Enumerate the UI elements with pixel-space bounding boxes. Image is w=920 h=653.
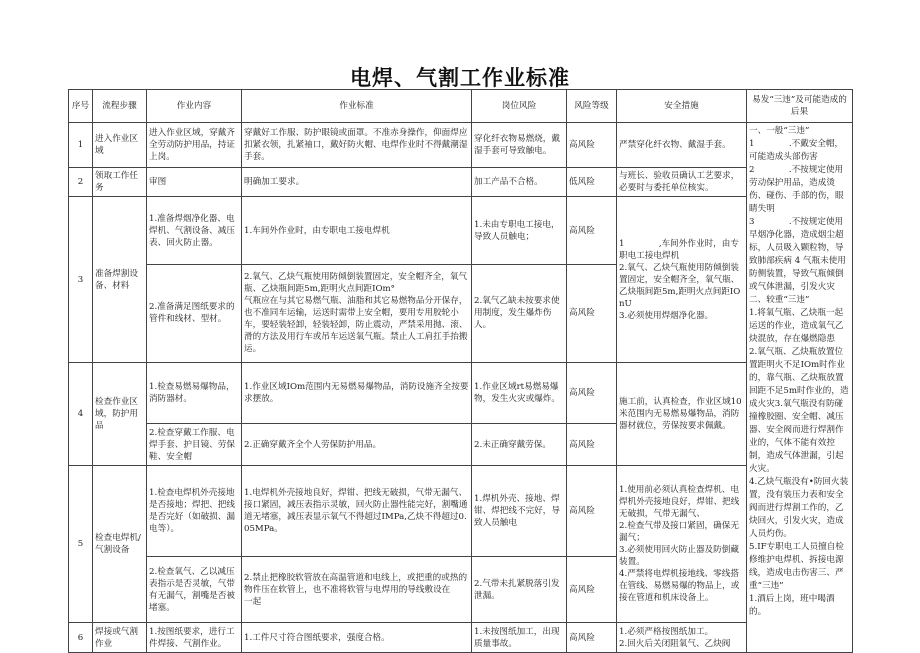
row-step: 进入作业区域	[93, 122, 147, 167]
row-content: 1.按图纸要求，进行工件焊接、气割作业。	[147, 623, 242, 653]
row-risk: 1.焊机外壳、接地、焊钳、焊把线不完好，导致人员触电	[472, 466, 567, 557]
row-content: 2.准备满足图纸要求的管件和线材、型材。	[147, 264, 242, 362]
row-content: 1.检查易燃易爆物品，消防器材。	[147, 362, 242, 423]
row-standard: 2.正确穿戴齐全个人劳保防护用品。	[242, 423, 472, 466]
row-standard: 1.作业区域IOm范围内无易燃易爆物品，消防设施齐全按要求摆放。	[242, 362, 472, 423]
row-measure: 与班长、验收员确认工艺要求，必要时与委托单位核实。	[617, 167, 747, 197]
row-risk: 2.氧气乙缺未按要求使用制度，发生爆炸伤人。	[472, 264, 567, 362]
row-level: 高风险	[567, 197, 617, 264]
row-standard: 1.车间外作业时，由专职电工接电焊机	[242, 197, 472, 264]
row-standard: 穿戴好工作服、防护眼镜或面罩。不准赤身操作，仰面焊应扣紧衣领，扎紧袖口，戴好防火帽、电焊作业时不得戴潮湿手套。	[242, 122, 472, 167]
row-risk: 加工产品不合格。	[472, 167, 567, 197]
row-measure: 1.使用前必须认真检查焊机、电焊机外壳接地良好，焊钳、把线无破损，气带无漏气、 2.检查气带及接口紧固，确保无漏气； 3.必须使用回火防止器及防倒藏装置。 4.严禁将电焊机接地线、零线搭在管线、易燃易爆的物品上，或接在管道和机床设备上。	[617, 466, 747, 623]
row-content: 审图	[147, 167, 242, 197]
header-level: 风险等级	[567, 90, 617, 123]
header-step: 流程步骤	[93, 90, 147, 123]
header-standard: 作业标准	[242, 90, 472, 123]
row-content: 2.检查穿戴工作服、电焊手套、护目镜、劳保鞋、安全帽	[147, 423, 242, 466]
row-content: 进入作业区域，穿戴齐全劳动防护用品，持证上岗。	[147, 122, 242, 167]
row-risk: 1.未按图纸加工，出现质量事故。	[472, 623, 567, 653]
row-level: 高风险	[567, 423, 617, 466]
row-level: 高风险	[567, 362, 617, 423]
work-standard-table	[68, 89, 853, 653]
row-measure: 严禁穿化纤衣物、戴湿手套。	[617, 122, 747, 167]
header-risk: 岗位风险	[472, 90, 567, 123]
row-step: 检查电焊机/气割设备	[93, 466, 147, 623]
header-measure: 安全措施	[617, 90, 747, 123]
row-level: 高风险	[567, 557, 617, 623]
table-row	[69, 623, 853, 653]
row-level: 高风险	[567, 466, 617, 557]
row-step: 领取工作任务	[93, 167, 147, 197]
row-content: 1.检查电焊机外壳接地是否接地；焊把、把线是否完好（如破损、漏电等）。	[147, 466, 242, 557]
row-measure: 施工前，认真检查，作业区域10米范围内无易燃易爆物品，消防器材就位，劳保按要求佩戴。	[617, 362, 747, 466]
violation-text: 一、一般“三违” 1 .不戴安全帽，可能造成头部伤害 2 .不按规定使用劳动保护用品，造成烫伤、碰伤、手部的伤，眼睛失明 3 .不按规定使用早烟净化器，造成烟尘超标，人员吸入颗粒物，导致肺部疾病 4 气瓶未使用防侧装置，导致气瓶倾倒或气体泄漏，引发火灾二、较重“三违” 1.将氧气瓶、乙炔瓶一起运送的作业，造成氧气乙炔混放，存在爆燃隐患 2.氧气瓶、乙炔瓶放置位置距明火不足IOm时作业的，靠气瓶、乙炔瓶放置回距不足5m时作业的，造成火灾3.氧气瓶没有防碰撞橡胶圈、安全帽、减压器、安全阀而进行焊割作业的，气体不能有效控制，造成气体泄漏，引起火灾。 4.乙炔气瓶没有•防回火装置，没有装压力表和安全阀而进行焊割工作的，乙炔回火，引发火灾，造成人员灼伤。 5.IF专职电工人员擅自检修维护电焊机、拆接电源线，造成电击伤害三、严重“三违” 1.酒后上岗，班中喝酒的。	[749, 125, 849, 617]
row-no: 3	[69, 197, 93, 362]
table-row	[69, 197, 853, 264]
row-no: 2	[69, 167, 93, 197]
row-step: 检查作业区域，防护用品	[93, 362, 147, 466]
row-standard: 1.电焊机外壳接地良好，焊钳、把线无破损，气带无漏气、接口紧固，减压表指示灵敏，回火防止器性能完好，割嘴通道无堵塞，减压表显示氧气不得超过IMPa,乙炔不得超过0.05MPa。	[242, 466, 472, 557]
row-standard: 明确加工要求。	[242, 167, 472, 197]
row-step: 焊接或气割作业	[93, 623, 147, 653]
header-row	[69, 90, 853, 123]
header-content: 作业内容	[147, 90, 242, 123]
row-standard: 2.氧气、乙炔气瓶使用防倾倒装置固定，安全帽齐全，氧气瓶、乙炔瓶间距5m,距明火点间距IOm° 气瓶应在与其它易燃气瓶、油脂和其它易燃物品分开保存，也不准同车运输，运送时需带上安全帽，要用专用胶轮小车，要轻装轻卸，轻装轻卸，防止震动，严禁采用抛、滚、滑的方法及用行车或吊车运送氧气瓶。禁止人工肩扛手抬搬运。	[242, 264, 472, 362]
table-row	[69, 167, 853, 197]
row-no: 1	[69, 122, 93, 167]
table-row	[69, 362, 853, 423]
violation-consequences	[747, 122, 853, 652]
page-title: 电焊、气割工作业标准	[350, 66, 570, 90]
row-measure: 1 ,车间外作业时，由专职电工接电焊机 2.氧气、乙炔气瓶使用防倾倒装置固定，安全帽齐全，氧气瓶、乙炔瓶间距5m,距明火点间距IOnU 3.必须使用焊烟净化器。	[617, 197, 747, 362]
row-risk: 1.作业区域rt易燃易爆物，发生火灾或爆炸。	[472, 362, 567, 423]
row-no: 6	[69, 623, 93, 653]
header-violation: 易发“三违”及可能造成的后果	[747, 90, 853, 123]
table-row	[69, 122, 853, 167]
row-level: 高风险	[567, 623, 617, 653]
row-risk: 2.未正确穿戴劳保。	[472, 423, 567, 466]
header-no: 序号	[69, 90, 93, 123]
row-content: 2.检查氧气、乙以减压表指示是否灵敏，气带有无漏气，割嘴是否被堵塞。	[147, 557, 242, 623]
row-standard: 1.工件尺寸符合图纸要求，强度合格。	[242, 623, 472, 653]
row-risk: 穿化纤衣物易燃烧，戴湿手套可导致触电。	[472, 122, 567, 167]
row-content: 1.准备焊烟净化器、电焊机、气割设备、减压表、回火防止器。	[147, 197, 242, 264]
row-level: 低风险	[567, 167, 617, 197]
row-no: 5	[69, 466, 93, 623]
table-row	[69, 466, 853, 557]
row-risk: 1.未由专职电工接电，导致人员触电；	[472, 197, 567, 264]
row-no: 4	[69, 362, 93, 466]
row-level: 高风险	[567, 264, 617, 362]
row-risk: 2.气带未扎紧脱落引发泄漏。	[472, 557, 567, 623]
row-measure: 1.必须严格按图纸加工。 2.回火后关闭阻氧气、乙炔阀	[617, 623, 747, 653]
row-level: 高风险	[567, 122, 617, 167]
row-standard: 2.禁止把橡胶软管放在高温管道和电线上，或把重的或热的物件压在软管上，也不准将软管与电焊用的导线敷设在 一起	[242, 557, 472, 623]
row-step: 准备焊割设备、材料	[93, 197, 147, 362]
